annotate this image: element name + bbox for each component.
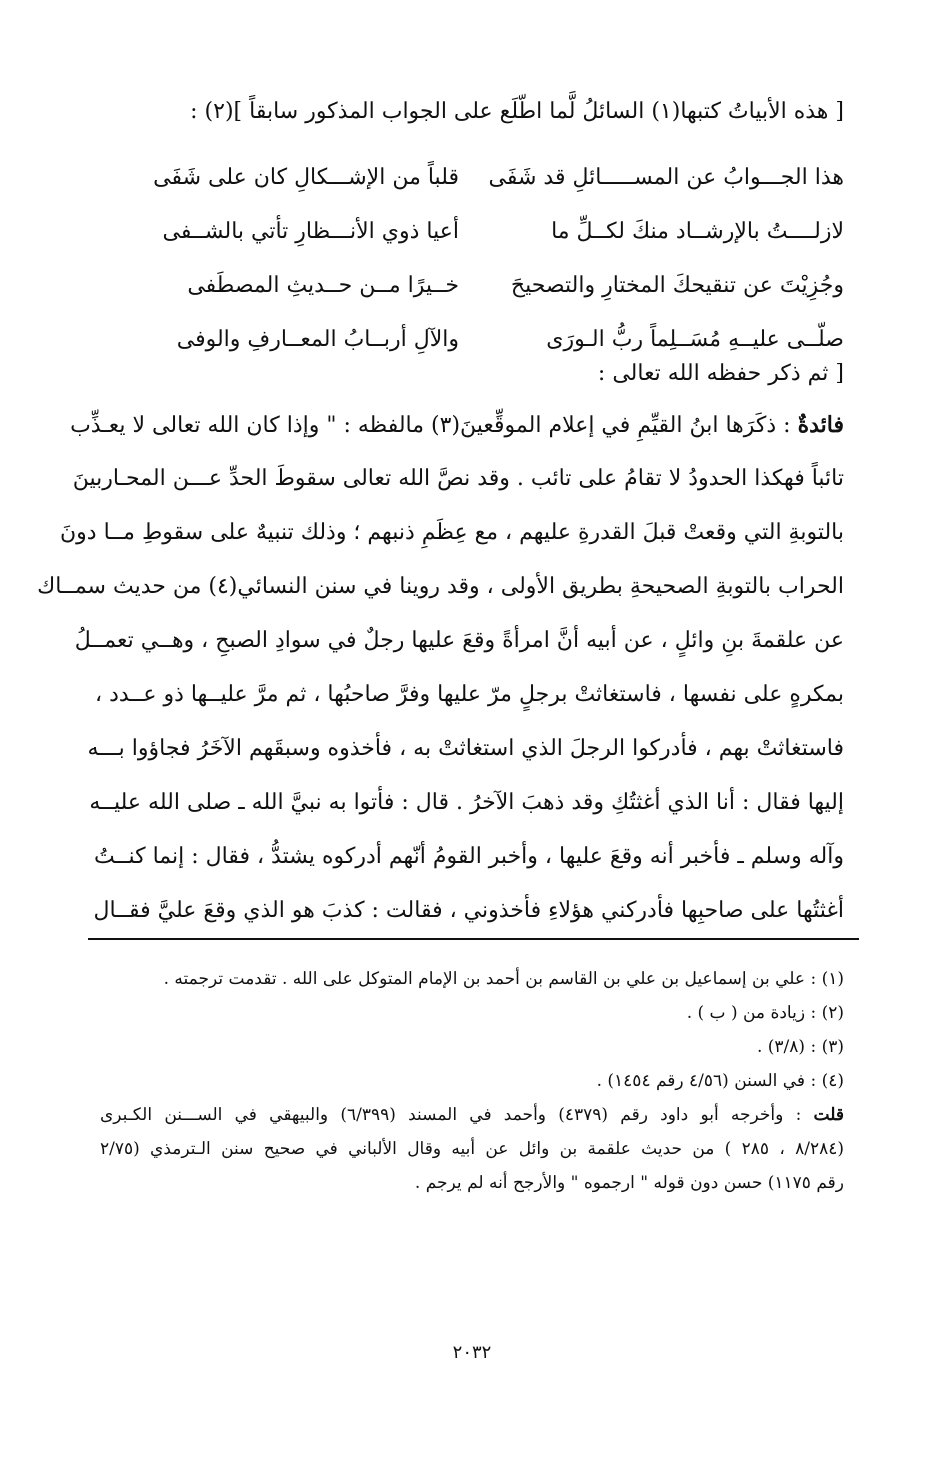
poem-verse (104, 204, 844, 258)
body-line: الحراب بالتوبةِ الصحيحةِ بطريق الأولى ، وقد روينا في سنن النسائي(٤) من حديث سمــاك (37, 574, 844, 599)
body-paragraph (37, 398, 844, 938)
poem-first-hemistich: صلّــى عليــهِ مُسَــلِماً ربُّ الـورَى (546, 326, 844, 352)
body-line (70, 398, 844, 452)
poem-verse (104, 150, 844, 204)
poem-first-hemistich: هذا الجـــوابُ عن المســـــائلِ قد شَفَى (488, 164, 844, 190)
poem (104, 150, 844, 366)
footnote-divider (88, 938, 859, 940)
poem-second-hemistich: خــيرًا مــن حــديثِ المصطَفى (187, 272, 459, 298)
poem-second-hemistich: قلباً من الإشـــكالِ كان على شَفَى (153, 164, 459, 190)
body-line: تائباً فهكذا الحدودُ لا تقامُ على تائب . وقد نصَّ الله تعالى سقوطَ الحدِّ عـــن المحـاربينَ (72, 466, 844, 491)
footnote: (٣) : (٣/٨) . (756, 1037, 844, 1057)
body-line: عن علقمةَ بنِ وائلٍ ، عن أبيه أنَّ امرأةً وقعَ عليها رجلٌ في سوادِ الصبحِ ، وهــي تعمــلُ (74, 628, 844, 653)
footnote: (١) : علي بن إسماعيل بن علي بن القاسم بن أحمد بن الإمام المتوكل على الله . تقدمت ترجمته . (163, 969, 844, 989)
editor-note-line: (٨/٢٨٤ ، ٢٨٥ ) من حديث علقمة بن وائل عن أبيه وقال الألباني في صحيح سنن الـترمذي (٢/٧٥ (100, 1139, 845, 1159)
body-line: بمكرهٍ على نفسها ، فاستغاثتْ برجلٍ مرّ عليها وفرَّ صاحبُها ، ثم مرَّ عليــها ذو عــدد ، (95, 682, 844, 707)
body-line: أغثتُها على صاحبِها فأدركني هؤلاءِ فأخذوني ، فقالت : كذبَ هو الذي وقعَ عليَّ فقــال (93, 898, 844, 923)
poem-second-hemistich: والآلِ أربــابُ المعــارفِ والوفى (176, 326, 459, 352)
body-line: وآله وسلم ـ فأخبر أنه وقعَ عليها ، وأخبر القومُ أنّهم أدركوه يشتدُّ ، فقال : إنما كنــتُ (93, 844, 844, 869)
editor-note-text: : وأخرجه أبو داود رقم (٤٣٧٩) وأحمد في المسند (٦/٣٩٩) والبيهقي في الســـنن الكـبرى (100, 1105, 814, 1125)
editor-note-line (100, 1098, 844, 1132)
body-line: بالتوبةِ التي وقعتْ قبلَ القدرةِ عليهم ، مع عِظَمِ ذنبهم ؛ وذلك تنبيهٌ على سقوطِ مــا دونَ (60, 520, 844, 545)
footnotes (100, 962, 844, 1200)
faida-label: فائدةٌ (797, 412, 844, 438)
body-line: إليها فقال : أنا الذي أغثتُكِ وقد ذهبَ الآخرُ . قال : فأتوا به نبيَّ الله ـ صلى الله عليــه (89, 790, 844, 815)
footnote: (٤) : في السنن (٤/٥٦ رقم ١٤٥٤) . (596, 1071, 844, 1091)
continuation-heading: [ ثم ذكر حفظه الله تعالى : (597, 361, 844, 386)
poem-first-hemistich: لازلــــتُ بالإرشــاد منكَ لكــلِّ ما (551, 218, 844, 244)
editor-note-line: رقم ١١٧٥) حسن دون قوله " ارجموه " والأرجح أنه لم يرجم . (414, 1173, 844, 1193)
intro-line: [ هذه الأبياتُ كتبها(١) السائلُ لَّما اطّلَع على الجواب المذكور سابقاً ](٢) : (190, 99, 844, 124)
poem-second-hemistich: أعيا ذوي الأنـــظارِ تأتي بالشــفى (162, 218, 459, 244)
poem-verse (104, 258, 844, 312)
editor-note-label: قلت (813, 1105, 844, 1125)
body-line: فاستغاثتْ بهم ، فأدركوا الرجلَ الذي استغاثتْ به ، فأخذوه وسبقَهم الآخَرُ فجاؤوا بـــه (87, 736, 844, 761)
page-number: ٢٠٣٢ (452, 1342, 492, 1363)
poem-first-hemistich: وجُزِيْتَ عن تنقيحكَ المختارِ والتصحيحَ (510, 272, 844, 298)
body-line-text: : ذكَرَها ابنُ القيِّمِ في إعلام الموقِّعينَ(٣) مالفظه : " وإذا كان الله تعالى لا يعـذِّب (70, 413, 798, 438)
footnote: (٢) : زيادة من ( ب ) . (686, 1003, 844, 1023)
